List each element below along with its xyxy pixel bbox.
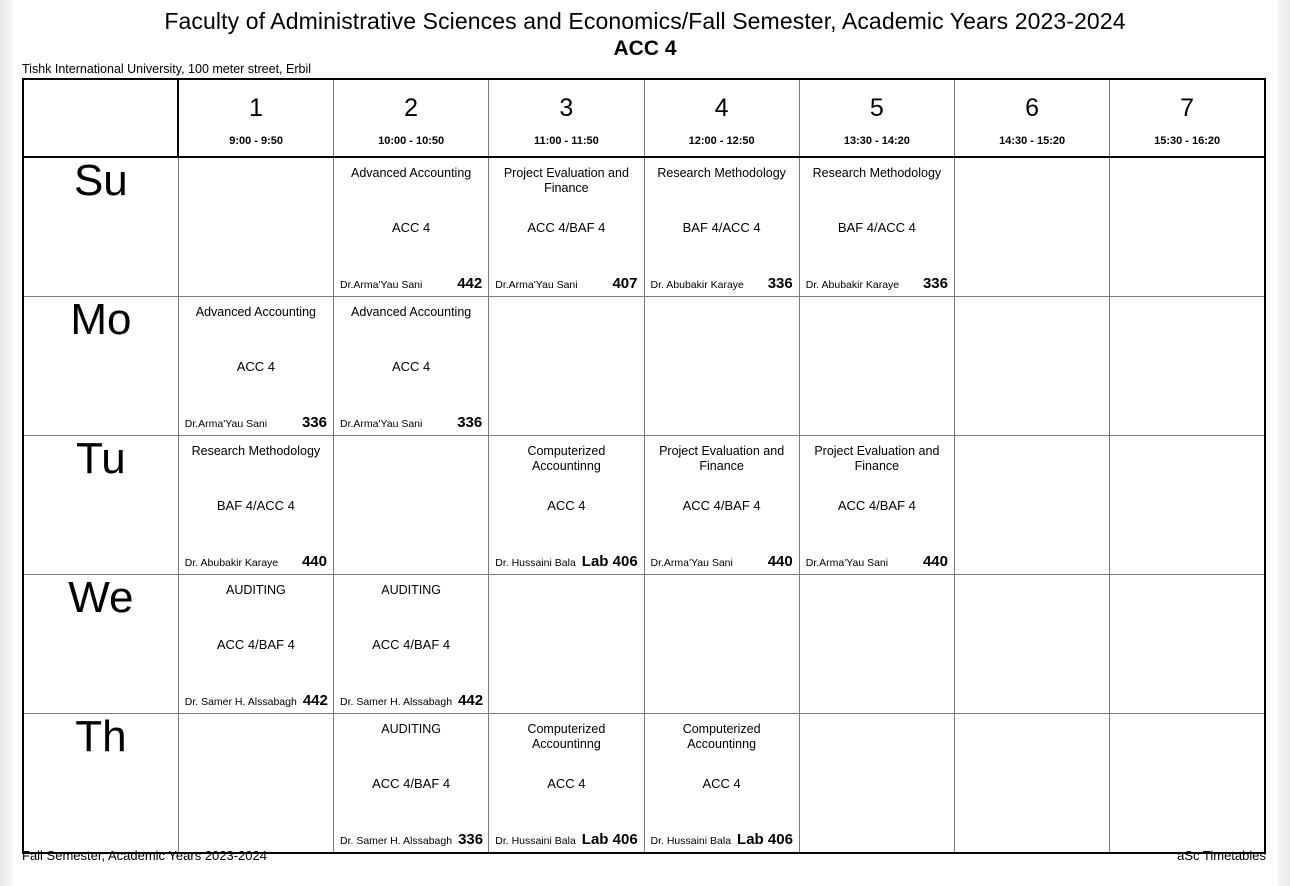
timetable-day-row: [23, 436, 1265, 575]
timetable-cell[interactable]: [334, 157, 489, 297]
institution-address: Tishk International University, 100 meter street, Erbil: [22, 62, 312, 76]
timetable-cell[interactable]: [799, 157, 954, 297]
lesson-teacher: Dr.Arma'Yau Sani: [340, 418, 423, 430]
lesson-teacher: Dr.Arma'Yau Sani: [184, 418, 268, 430]
timetable-cell: [955, 436, 1110, 575]
period-time-6: 14:30 - 15:20: [999, 134, 1066, 147]
slot-container: [334, 297, 488, 435]
lesson-groups: ACC 4: [391, 220, 431, 235]
timetable-cell: [644, 297, 799, 436]
lesson-groups: ACC 4: [236, 359, 276, 374]
lesson-room: 336: [458, 831, 484, 848]
lesson-groups: ACC 4: [702, 776, 741, 791]
timetable-cell: [955, 714, 1110, 854]
lesson-card[interactable]: [645, 158, 799, 296]
lesson-card[interactable]: [179, 297, 333, 435]
timetable-cell: [1110, 714, 1265, 854]
lesson-teacher: Dr. Hussaini Bala: [495, 835, 576, 847]
timetable-cell: [955, 297, 1110, 436]
lesson-footer: [651, 832, 793, 848]
lesson-room: 440: [767, 553, 793, 570]
footer-right-text: aSc Timetables: [1177, 848, 1266, 863]
lesson-subject: Computerized Accountinng: [527, 722, 606, 751]
lesson-teacher: Dr.Arma'Yau Sani: [495, 279, 578, 291]
lesson-teacher: Dr. Abubakir Karaye: [805, 279, 900, 291]
slot-container: [1110, 714, 1264, 852]
day-label-su: Su: [23, 157, 178, 297]
timetable-cell: [178, 157, 333, 297]
lesson-subject: AUDITING: [381, 583, 441, 597]
period-time-3: 11:00 - 11:50: [533, 134, 599, 147]
period-header-7: [1110, 79, 1265, 157]
period-header-2: [334, 79, 489, 157]
lesson-room: 407: [612, 275, 638, 292]
lesson-room: 440: [922, 553, 948, 570]
lesson-room: 336: [457, 414, 483, 431]
timetable-cell[interactable]: [489, 714, 644, 854]
period-header-6: [955, 79, 1110, 157]
timetable-cell: [955, 157, 1110, 297]
page-subtitle-class-name: ACC 4: [613, 37, 677, 60]
timetable-cell: [955, 575, 1110, 714]
lesson-room: 336: [301, 414, 327, 431]
lesson-groups: ACC 4: [547, 776, 586, 791]
slot-container: [645, 575, 799, 713]
timetable-cell[interactable]: [489, 436, 644, 575]
lesson-teacher: Dr. Samer H. Alssabagh: [184, 696, 297, 708]
day-label-mo: Mo: [23, 297, 178, 436]
lesson-teacher: Dr. Samer H. Alssabagh: [340, 696, 453, 708]
lesson-groups: ACC 4/BAF 4: [527, 220, 606, 235]
lesson-room: 442: [302, 692, 328, 709]
period-number-6: 6: [1025, 93, 1040, 122]
lesson-footer: [340, 832, 482, 848]
slot-container: [489, 297, 643, 435]
lesson-footer: [340, 276, 482, 292]
lesson-card[interactable]: [334, 575, 488, 713]
lesson-room: Lab 406: [581, 831, 638, 848]
lesson-teacher: Dr.Arma'Yau Sani: [805, 557, 889, 569]
slot-container: [334, 714, 488, 852]
slot-container: [645, 714, 799, 852]
slot-container: [179, 575, 333, 713]
page-header: [0, 0, 1290, 62]
slot-container: [800, 158, 954, 296]
lesson-subject: Computerized Accountinng: [527, 444, 606, 473]
lesson-subject: AUDITING: [226, 583, 286, 597]
slot-container: [334, 575, 488, 713]
timetable-day-row: [23, 157, 1265, 297]
slot-container: [179, 297, 333, 435]
lesson-footer: [340, 415, 482, 431]
period-header-5: [799, 79, 954, 157]
lesson-groups: ACC 4/BAF 4: [682, 498, 761, 513]
lesson-card[interactable]: [179, 575, 333, 713]
lesson-teacher: Dr. Hussaini Bala: [495, 557, 576, 569]
slot-container: [334, 158, 488, 296]
timetable-day-row: [23, 297, 1265, 436]
slot-container: [645, 436, 799, 574]
timetable-cell: [489, 297, 644, 436]
lesson-room: 440: [301, 553, 327, 570]
timetable-cell[interactable]: [644, 157, 799, 297]
lesson-room: 336: [922, 275, 948, 292]
period-number-4: 4: [714, 93, 729, 122]
period-number-1: 1: [249, 93, 264, 122]
lesson-footer: [651, 276, 793, 292]
timetable-cell[interactable]: [644, 436, 799, 575]
lesson-groups: ACC 4: [547, 498, 586, 513]
lesson-teacher: Dr. Abubakir Karaye: [650, 279, 744, 291]
lesson-card[interactable]: [800, 436, 954, 574]
lesson-card[interactable]: [489, 158, 643, 296]
lesson-footer: [185, 693, 327, 709]
lesson-footer: [495, 276, 637, 292]
timetable-cell[interactable]: [178, 297, 333, 436]
lesson-subject: Research Methodology: [812, 166, 942, 180]
timetable-cell: [489, 575, 644, 714]
lesson-footer: [495, 832, 637, 848]
period-number-2: 2: [404, 93, 419, 122]
lesson-footer: [806, 276, 948, 292]
lesson-groups: ACC 4: [391, 359, 431, 374]
period-header-1: [178, 79, 333, 157]
lesson-subject: Advanced Accounting: [351, 305, 472, 319]
lesson-card[interactable]: [334, 297, 488, 435]
day-label-th: Th: [23, 714, 178, 854]
lesson-card[interactable]: [489, 714, 643, 852]
page-title: Faculty of Administrative Sciences and Economics/Fall Semester, Academic Years 2023-2024: [164, 8, 1126, 34]
lesson-card[interactable]: [334, 158, 488, 296]
timetable-cell: [1110, 157, 1265, 297]
period-time-7: 15:30 - 16:20: [1154, 134, 1221, 147]
lesson-teacher: Dr.Arma'Yau Sani: [650, 557, 733, 569]
lesson-groups: ACC 4/BAF 4: [372, 637, 451, 652]
period-time-5: 13:30 - 14:20: [843, 134, 910, 147]
lesson-card[interactable]: [489, 436, 643, 574]
slot-container: [645, 297, 799, 435]
lesson-groups: ACC 4/BAF 4: [837, 498, 916, 513]
slot-container: [179, 436, 333, 574]
lesson-subject: Advanced Accounting: [351, 166, 472, 180]
lesson-groups: BAF 4/ACC 4: [682, 220, 761, 235]
footer-left-text: Fall Semester, Academic Years 2023-2024: [22, 848, 267, 863]
lesson-footer: [651, 554, 793, 570]
slot-container: [489, 158, 643, 296]
lesson-subject: Research Methodology: [657, 166, 786, 180]
lesson-subject: Project Evaluation and Finance: [659, 444, 785, 473]
slot-container: [489, 714, 643, 852]
timetable-cell: [1110, 297, 1265, 436]
lesson-groups: BAF 4/ACC 4: [837, 220, 916, 235]
slot-container: [1110, 436, 1264, 574]
lesson-subject: Research Methodology: [191, 444, 321, 458]
timetable-cell: [799, 297, 954, 436]
period-time-2: 10:00 - 10:50: [378, 134, 445, 147]
timetable-cell: [334, 436, 489, 575]
timetable-cell[interactable]: [334, 297, 489, 436]
timetable-cell[interactable]: [334, 575, 489, 714]
lesson-subject: Computerized Accountinng: [682, 722, 761, 751]
lesson-subject: Project Evaluation and Finance: [814, 444, 940, 473]
slot-container: [800, 714, 954, 852]
lesson-footer: [340, 693, 482, 709]
lesson-teacher: Dr. Hussaini Bala: [650, 835, 732, 847]
lesson-groups: ACC 4/BAF 4: [372, 776, 451, 791]
lesson-groups: ACC 4/BAF 4: [216, 637, 295, 652]
lesson-teacher: Dr.Arma'Yau Sani: [340, 279, 423, 291]
timetable-cell: [799, 714, 954, 854]
timetable-cell: [644, 575, 799, 714]
lesson-footer: [495, 554, 637, 570]
timetable-body: [23, 157, 1265, 853]
timetable-cell[interactable]: [334, 714, 489, 854]
slot-container: [955, 297, 1109, 435]
slot-container: [955, 575, 1109, 713]
slot-container: [1110, 158, 1264, 296]
timetable-cell[interactable]: [489, 157, 644, 297]
lesson-groups: BAF 4/ACC 4: [216, 498, 295, 513]
timetable-header-row: [23, 79, 1265, 157]
slot-container: [955, 158, 1109, 296]
period-number-3: 3: [559, 93, 574, 122]
period-number-5: 5: [869, 93, 884, 122]
slot-container: [489, 575, 643, 713]
slot-container: [179, 158, 333, 296]
slot-container: [645, 158, 799, 296]
lesson-card[interactable]: [334, 714, 488, 852]
timetable-cell[interactable]: [799, 436, 954, 575]
lesson-card[interactable]: [645, 436, 799, 574]
lesson-teacher: Dr. Abubakir Karaye: [184, 557, 279, 569]
lesson-teacher: Dr. Samer H. Alssabagh: [340, 835, 453, 847]
slot-container: [800, 297, 954, 435]
lesson-room: Lab 406: [737, 831, 793, 848]
timetable-cell[interactable]: [178, 575, 333, 714]
lesson-footer: [185, 415, 327, 431]
header-corner-cell: [23, 79, 178, 157]
lesson-card[interactable]: [800, 158, 954, 296]
lesson-card[interactable]: [645, 714, 799, 852]
day-label-we: We: [23, 575, 178, 714]
timetable-cell[interactable]: [644, 714, 799, 854]
lesson-room: Lab 406: [581, 553, 638, 570]
lesson-subject: Advanced Accounting: [195, 305, 316, 319]
lesson-footer: [806, 554, 948, 570]
slot-container: [489, 436, 643, 574]
timetable: [22, 78, 1266, 854]
slot-container: [955, 436, 1109, 574]
lesson-room: 336: [767, 275, 793, 292]
lesson-card[interactable]: [179, 436, 333, 574]
timetable-day-row: [23, 714, 1265, 854]
lesson-footer: [185, 554, 327, 570]
lesson-room: 442: [457, 275, 483, 292]
timetable-cell: [1110, 436, 1265, 575]
timetable-cell[interactable]: [178, 436, 333, 575]
slot-container: [1110, 575, 1264, 713]
slot-container: [334, 436, 488, 574]
period-time-4: 12:00 - 12:50: [688, 134, 755, 147]
page-footer: [22, 848, 1266, 864]
slot-container: [179, 714, 333, 852]
slot-container: [955, 714, 1109, 852]
slot-container: [800, 575, 954, 713]
lesson-subject: Project Evaluation and Finance: [503, 166, 629, 195]
period-header-3: [489, 79, 644, 157]
lesson-room: 442: [458, 692, 484, 709]
slot-container: [1110, 297, 1264, 435]
slot-container: [800, 436, 954, 574]
lesson-subject: AUDITING: [381, 722, 441, 736]
day-label-tu: Tu: [23, 436, 178, 575]
timetable-cell: [799, 575, 954, 714]
period-header-4: [644, 79, 799, 157]
timetable-cell: [1110, 575, 1265, 714]
period-number-7: 7: [1180, 93, 1195, 122]
period-time-1: 9:00 - 9:50: [229, 134, 284, 147]
timetable-day-row: [23, 575, 1265, 714]
timetable-cell: [178, 714, 333, 854]
